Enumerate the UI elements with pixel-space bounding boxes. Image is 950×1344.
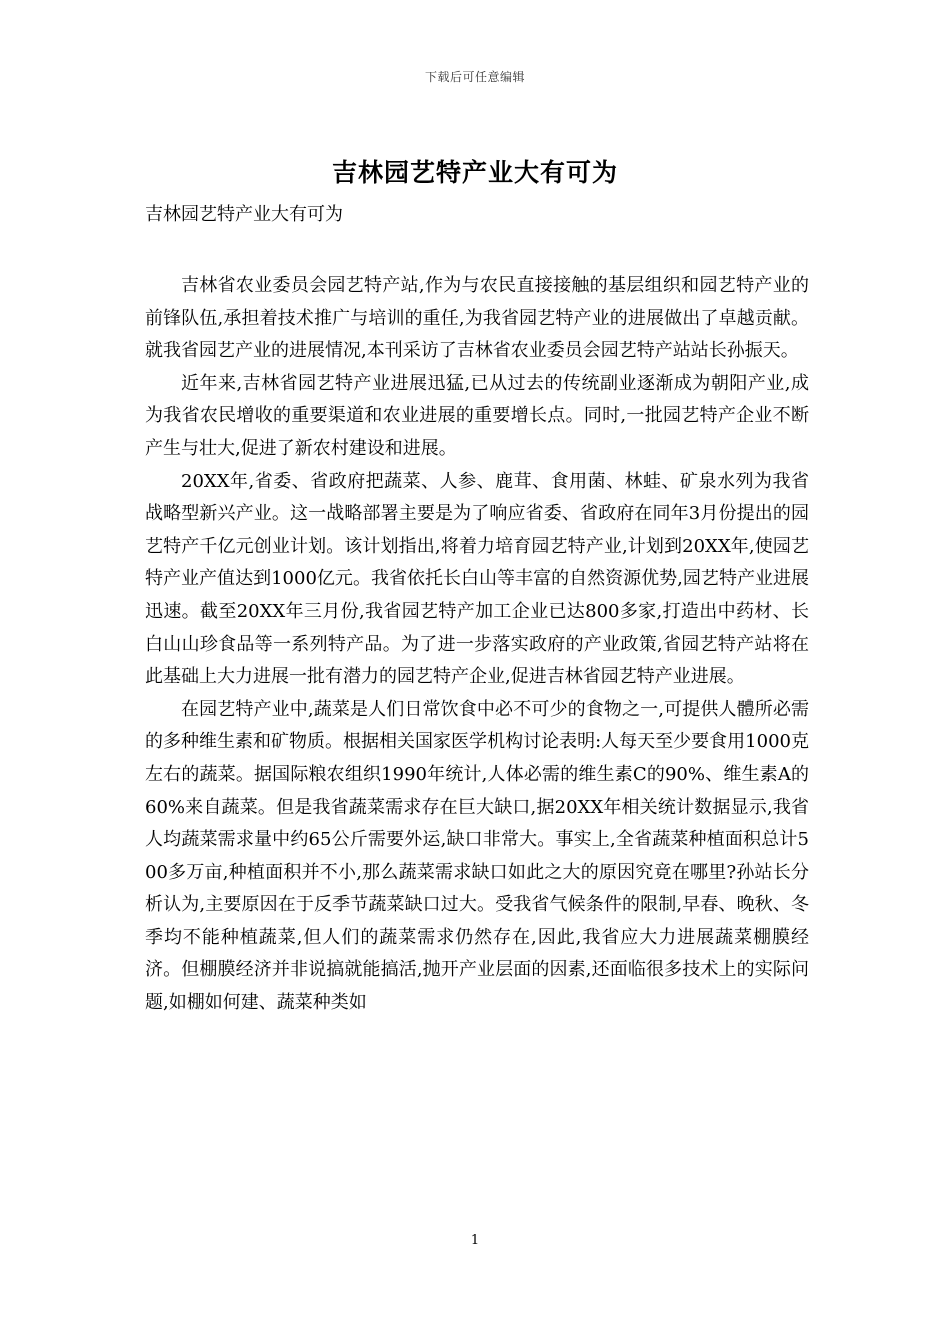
paragraph-2: 近年来,吉林省园艺特产业进展迅猛,已从过去的传统副业逐渐成为朝阳产业,成为我省农民增收的重要渠道和农业进展的重要增长点。同时,一批园艺特产企业不断产生与壮大,促进了新农村建设和进展。 bbox=[145, 372, 809, 459]
document-subtitle: 吉林园艺特产业大有可为 bbox=[145, 204, 343, 225]
page-number: 1 bbox=[470, 1233, 480, 1248]
header-note: 下载后可任意编辑 bbox=[424, 70, 525, 84]
paragraph-4: 在园艺特产业中,蔬菜是人们日常饮食中必不可少的食物之一,可提供人體所必需的多种维生素和矿物质。根据相关国家医学机构讨论表明:人每天至少要食用1000克左右的蔬菜。据国际粮农组织1990年统计,人体必需的维生素C的90%、维生素A的60%来自蔬菜。但是我省蔬菜需求存在巨大缺口,据20XX年相关统计数据显示,我省人均蔬菜需求量中约65公斤需要外运,缺口非常大。事实上,全省蔬菜种植面积总计500多万亩,种植面积并不小,那么蔬菜需求缺口如此之大的原因究竟在哪里?孙站长分析认为,主要原因在于反季节蔬菜缺口过大。受我省气候条件的限制,早春、晚秋、冬季均不能种植蔬菜,但人们的蔬菜需求仍然存在,因此,我省应大力进展蔬菜棚膜经济。但棚膜经济并非说搞就能搞活,抛开产业层面的因素,还面临很多技术上的实际问题,如棚如何建、蔬菜种类如 bbox=[145, 698, 809, 1014]
paragraph-1: 吉林省农业委员会园艺特产站,作为与农民直接接触的基层组织和园艺特产业的前锋队伍,承担着技术推广与培训的重任,为我省园艺特产业的进展做出了卓越贡献。就我省园艺产业的进展情况,本刊采访了吉林省农业委员会园艺特产站站长孙振天。 bbox=[145, 275, 809, 362]
paragraph-3: 20XX年,省委、省政府把蔬菜、人参、鹿茸、食用菌、林蛙、矿泉水列为我省战略型新兴产业。这一战略部署主要是为了响应省委、省政府在同年3月份提出的园艺特产千亿元创业计划。该计划指出,将着力培育园艺特产业,计划到20XX年,使园艺特产业产值达到1000亿元。我省依托长白山等丰富的自然资源优势,园艺特产业进展迅速。截至20XX年三月份,我省园艺特产加工企业已达800多家,打造出中药材、长白山山珍食品等一系列特产品。为了进一步落实政府的产业政策,省园艺特产站将在此基础上大力进展一批有潜力的园艺特产企业,促进吉林省园艺特产业进展。 bbox=[145, 470, 809, 688]
document-title: 吉林园艺特产业大有可为 bbox=[331, 158, 618, 187]
article-body bbox=[145, 270, 809, 1020]
